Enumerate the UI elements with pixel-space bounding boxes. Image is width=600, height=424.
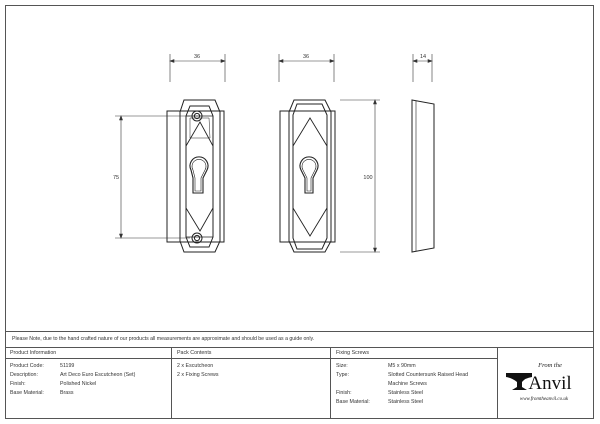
screw-row	[331, 362, 497, 371]
pack-contents-column	[172, 348, 331, 419]
dim-height-overall: 100	[363, 175, 373, 181]
fixing-screws-column	[331, 348, 498, 419]
disclaimer-note: Please Note, due to the hand crafted nature of our products all measurements are approximate and should be used as a guide only.	[5, 331, 594, 348]
row-value: Slotted Countersunk Raised Head	[388, 372, 469, 378]
keyhole-front	[190, 157, 208, 193]
pack-item	[172, 371, 330, 380]
escutcheon-back-view	[280, 100, 335, 252]
screw-row	[331, 398, 497, 407]
product-info-column	[5, 348, 172, 419]
row-value: Stainless Steel	[388, 399, 424, 405]
product-row	[5, 362, 171, 371]
screw-row	[331, 380, 497, 389]
row-label: Product Code:	[10, 363, 44, 369]
row-value: Brass	[60, 390, 74, 396]
row-value: 51199	[60, 363, 75, 369]
row-label: Finish:	[336, 390, 352, 396]
row-value: Polished Nickel	[60, 381, 97, 387]
pack-item-text: 2 x Fixing Screws	[177, 372, 219, 378]
pack-item	[172, 362, 330, 371]
row-value: Art Deco Euro Escutcheon (Set)	[60, 372, 136, 378]
escutcheon-front-view	[167, 100, 224, 252]
product-row	[5, 371, 171, 380]
row-label: Size:	[336, 363, 348, 369]
screw-row	[331, 371, 497, 380]
dim-depth: 14	[419, 54, 427, 60]
product-row	[5, 389, 171, 398]
pack-contents-header: Pack Contents	[172, 348, 330, 359]
escutcheon-side-view	[412, 100, 434, 252]
pack-item-text: 2 x Escutcheon	[177, 363, 214, 369]
row-value: M5 x 90mm	[388, 363, 416, 369]
fixing-screws-header: Fixing Screws	[331, 348, 497, 359]
dim-width-back: 36	[302, 54, 310, 60]
row-value: Stainless Steel	[388, 390, 424, 396]
brand-name: Anvil	[528, 373, 572, 394]
product-info-header: Product Information	[5, 348, 171, 359]
row-label: Finish:	[10, 381, 26, 387]
row-label: Base Material:	[336, 399, 370, 405]
keyhole-back	[300, 157, 318, 193]
screw-row	[331, 389, 497, 398]
dim-width-front: 36	[193, 54, 201, 60]
row-label: Type:	[336, 372, 349, 378]
row-label: Description:	[10, 372, 38, 378]
row-label: Base Material:	[10, 390, 44, 396]
brand-url: www.fromtheanvil.co.uk	[519, 397, 569, 402]
dim-hole-centres: 75	[112, 175, 120, 181]
from-the-anvil-logo	[498, 352, 590, 414]
brand-from-the: From the	[538, 362, 562, 369]
row-value: Machine Screws	[388, 381, 427, 387]
product-row	[5, 380, 171, 389]
